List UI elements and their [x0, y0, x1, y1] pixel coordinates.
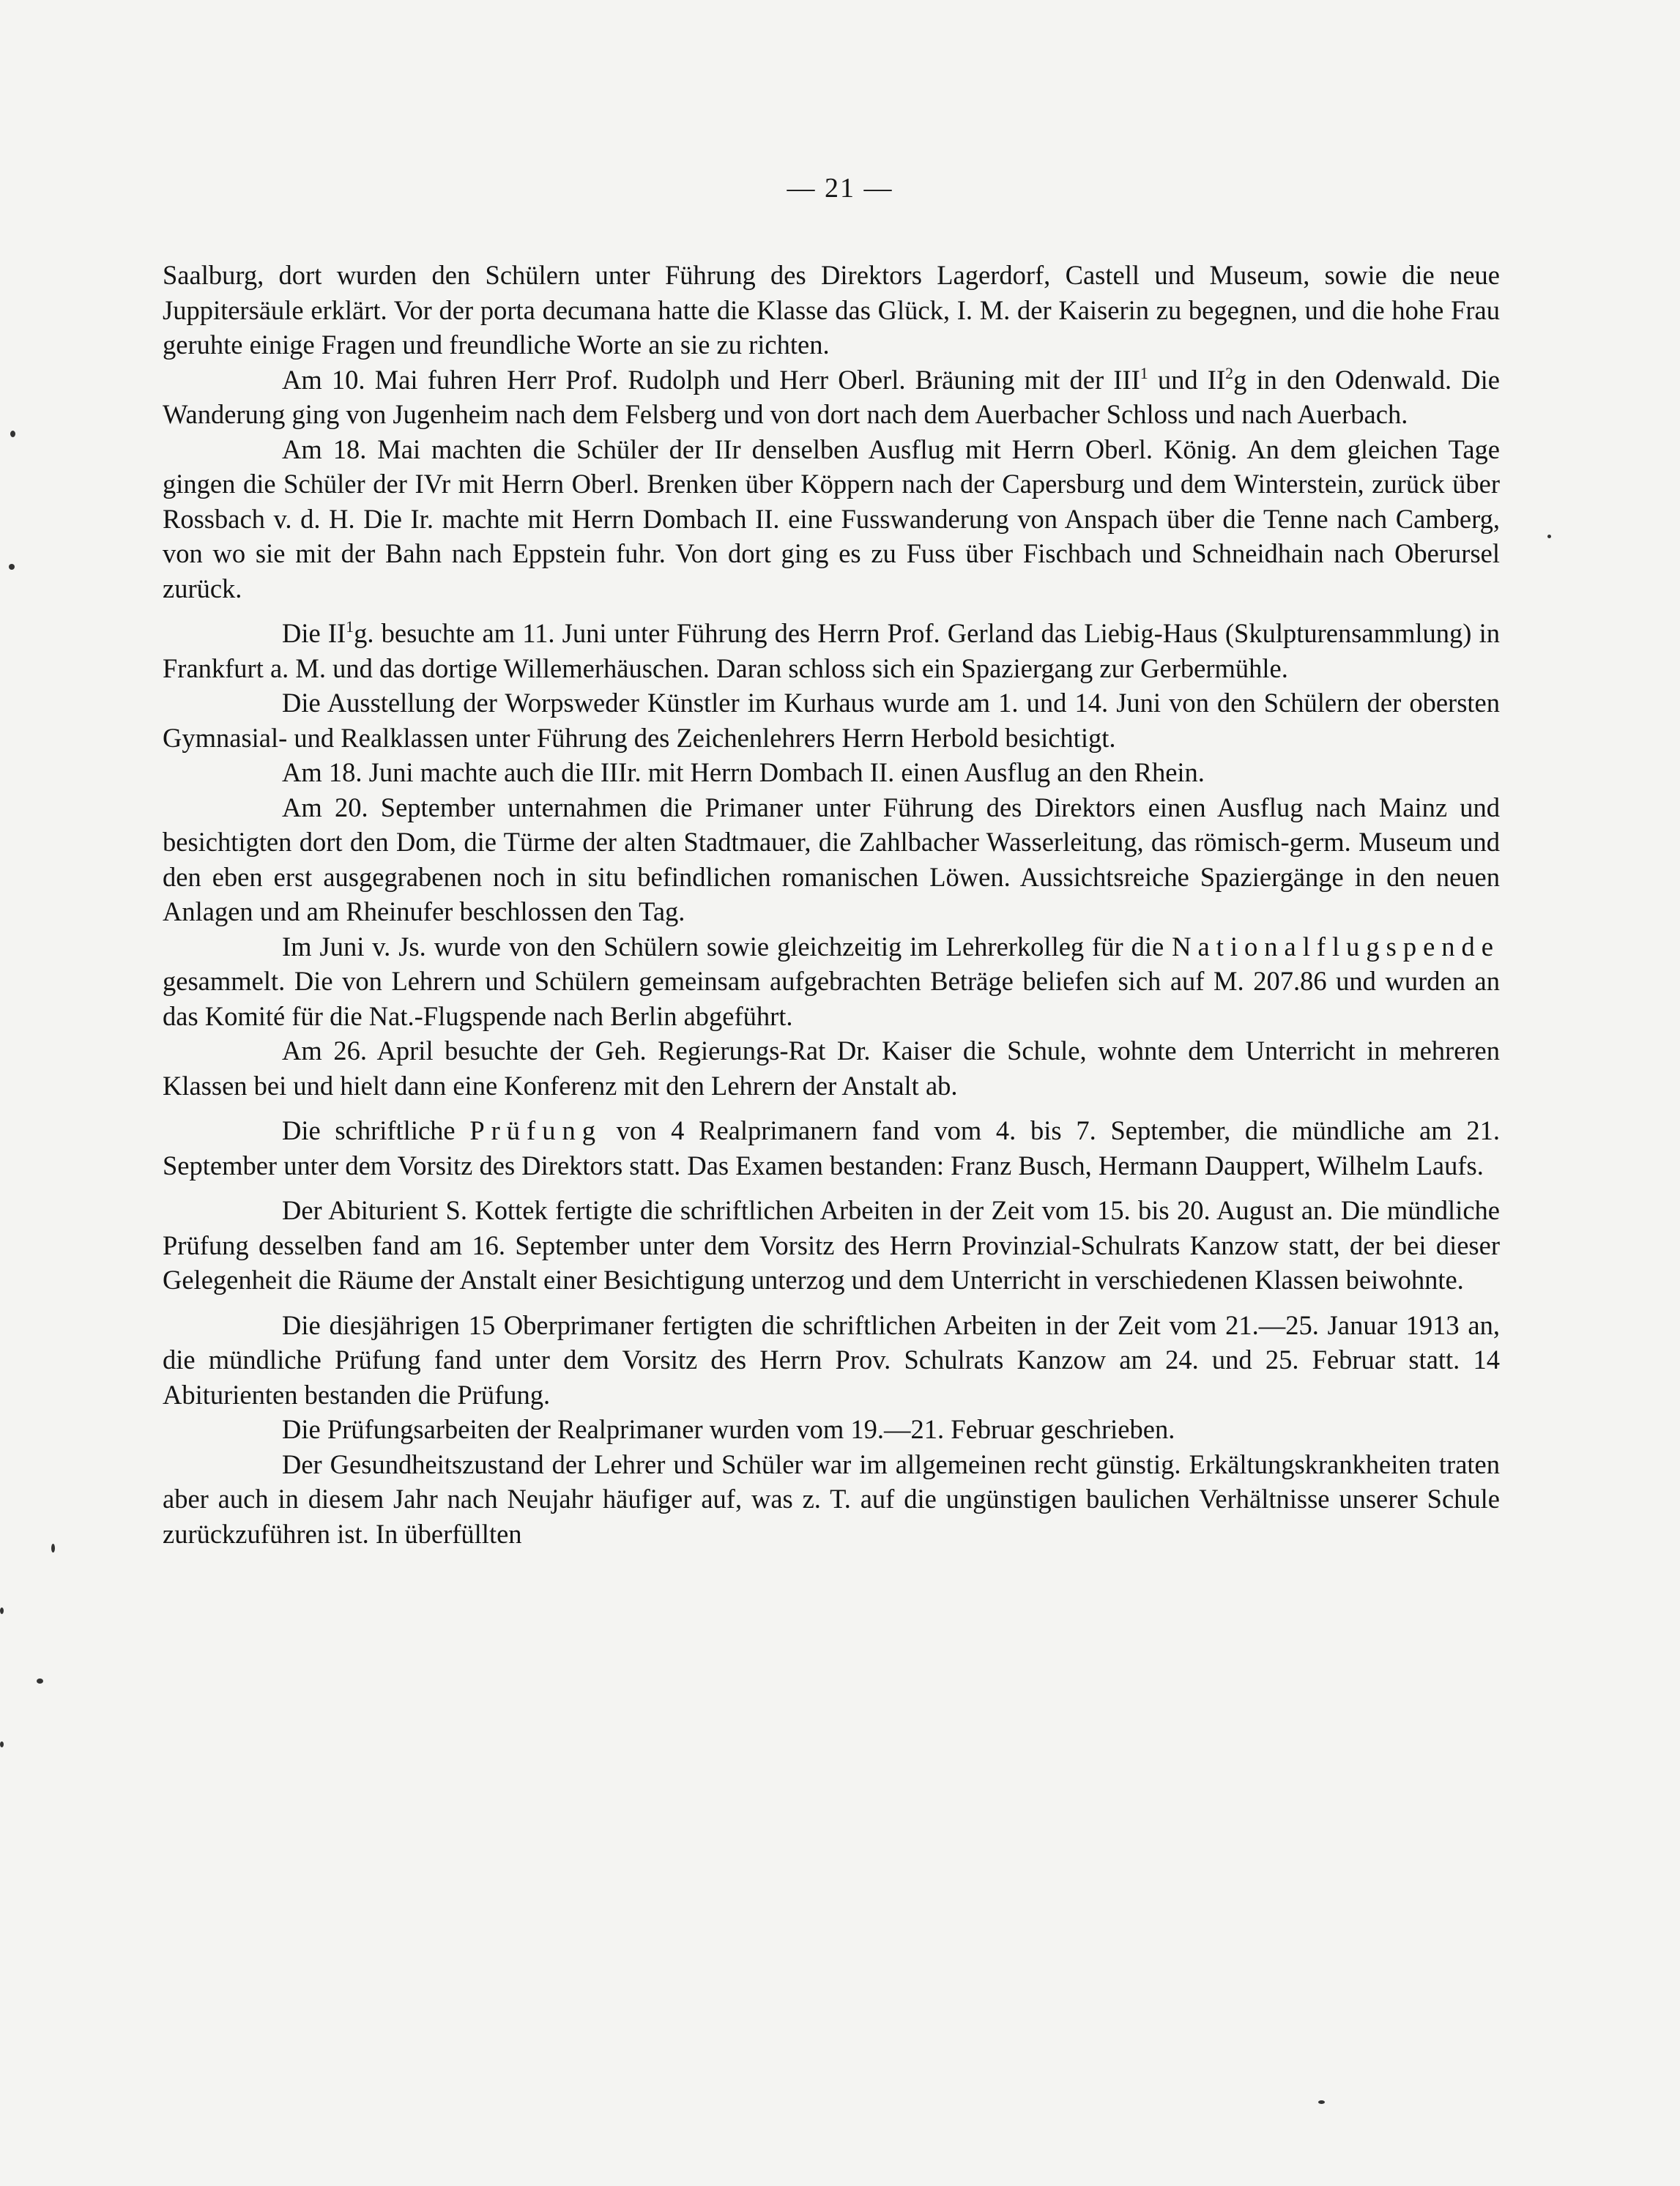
paragraph-rhein: Am 18. Juni machte auch die IIIr. mit Herrn Dombach II. einen Ausflug an den Rhein.	[282, 757, 1205, 787]
page-number: — 21 —	[787, 173, 893, 204]
paragraph-oberprimaner: Die diesjährigen 15 Oberprimaner fertigten die schriftlichen Arbeiten in der Zeit vom 21.—25. Januar 1913 an, die mündliche Prüfung fand unter dem Vorsitz des Herrn Prov. Schulrats Kanzow am 24. und 25. Februar statt. 14 Abiturienten bestanden die Prüfung.	[163, 1309, 1500, 1410]
body-text	[163, 258, 1500, 1551]
paragraph-gesundheit: Der Gesundheitszustand der Lehrer und Schüler war im allgemeinen recht günstig. Erkältungskrankheiten traten aber auch in diesem Jahr nach Neujahr häufiger auf, was z. T. auf die ungünstigen baulichen Verhältnisse unserer Schule zurückzuführen ist. In überfüllten	[163, 1449, 1500, 1549]
paragraph-text: von 4 Realprimanern fand vom 4. bis 7. September, die mündliche am 21. September unter dem Vorsitz des Direktors statt. Das Examen bestanden: Franz Busch, Hermann Dauppert, Wilhelm Laufs.	[163, 1115, 1500, 1181]
scan-speck	[0, 1607, 4, 1614]
paragraph-visit: Am 26. April besuchte der Geh. Regierungs-Rat Dr. Kaiser die Schule, wohnte dem Unterricht in mehreren Klassen bei und hielt dann eine Konferenz mit den Lehrern der Anstalt ab.	[163, 1036, 1500, 1101]
superscript: 2	[1225, 363, 1234, 382]
paragraph-text: Am 10. Mai fuhren Herr Prof. Rudolph und Herr Oberl. Bräuning mit der III	[282, 364, 1140, 395]
paragraph-text: gesammelt. Die von Lehrern und Schülern gemeinsam aufgebrachten Beträge beliefen sich auf M. 207.86 und wurden an das Komité für die Nat.-Flugspende nach Berlin abgeführt.	[163, 966, 1500, 1031]
spaced-term: Nationalflugspende	[1172, 931, 1500, 962]
paragraph-text: Im Juni v. Js. wurde von den Schülern sowie gleichzeitig im Lehrerkolleg für die	[282, 931, 1172, 962]
paragraph-liebig-haus	[163, 616, 1500, 685]
scan-speck	[51, 1544, 55, 1553]
paragraph-kottek: Der Abiturient S. Kottek fertigte die schriftlichen Arbeiten in der Zeit vom 15. bis 20. August an. Die mündliche Prüfung desselben fand am 16. September unter dem Vorsitz des Herrn Provinzial-Schulrats Kanzow statt, der bei dieser Gelegenheit die Räume der Anstalt einer Besichtigung unterzog und dem Unterricht in verschiedenen Klassen beiwohnte.	[163, 1195, 1500, 1295]
paragraph-pruefung	[163, 1113, 1500, 1183]
paragraph-text: Die II	[282, 618, 346, 648]
scan-speck	[1318, 2100, 1325, 2104]
scan-speck	[9, 564, 15, 570]
paragraph-text: Die schriftliche	[282, 1115, 470, 1145]
paragraph-mainz: Am 20. September unternahmen die Primaner unter Führung des Direktors einen Ausflug nach Mainz und besichtigten dort den Dom, die Türme der alten Stadtmauer, die Zahlbacher Wasserleitung, das römisch-germ. Museum und den eben erst ausgegrabenen noch in situ befindlichen romanischen Löwen. Aussichtsreiche Spaziergänge in den neuen Anlagen und am Rheinufer beschlossen den Tag.	[163, 792, 1500, 926]
superscript: 1	[346, 617, 354, 636]
paragraph-saalburg: Saalburg, dort wurden den Schülern unter Führung des Direktors Lagerdorf, Castell und Museum, sowie die neue Juppitersäule erklärt. Vor der porta decumana hatte die Klasse das Glück, I. M. der Kaiserin zu begegnen, und die hohe Frau geruhte einige Fragen und freundliche Worte an sie zu richten.	[163, 260, 1500, 360]
superscript: 1	[1140, 363, 1148, 382]
spaced-term: Prüfung	[469, 1115, 602, 1145]
paragraph-worpswede: Die Ausstellung der Worpsweder Künstler im Kurhaus wurde am 1. und 14. Juni von den Schülern der obersten Gymnasial- und Realklassen unter Führung des Zeichenlehrers Herrn Herbold besichtigt.	[163, 688, 1500, 753]
paragraph-text: g. besuchte am 11. Juni unter Führung des Herrn Prof. Gerland das Liebig-Haus (Skulpturensammlung) in Frankfurt a. M. und das dortige Willemerhäuschen. Daran schloss sich ein Spaziergang zur Gerbermühle.	[163, 618, 1500, 683]
paragraph-realprimaner: Die Prüfungsarbeiten der Realprimaner wurden vom 19.—21. Februar geschrieben.	[282, 1414, 1175, 1444]
paragraph-flugspende	[163, 929, 1500, 1034]
scan-speck	[37, 1678, 43, 1684]
paragraph-odenwald	[163, 363, 1500, 432]
scan-speck	[10, 431, 15, 437]
scan-speck	[1547, 535, 1551, 538]
paragraph-text: und II	[1148, 364, 1226, 395]
paragraph-text: g in den Odenwald. Die Wanderung ging von Jugenheim nach dem Felsberg und von dort nach dem Auerbacher Schloss und nach Auerbach.	[163, 364, 1500, 429]
scan-speck	[0, 1741, 4, 1747]
paragraph-excursions: Am 18. Mai machten die Schüler der IIr denselben Ausflug mit Herrn Oberl. König. An dem gleichen Tage gingen die Schüler der IVr mit Herrn Oberl. Brenken über Köppern nach der Capersburg und dem Winterstein, zurück über Rossbach v. d. H. Die Ir. machte mit Herrn Dombach II. eine Fusswanderung von Anspach über die Tenne nach Camberg, von wo sie mit der Bahn nach Eppstein fuhr. Von dort ging es zu Fuss über Fischbach und Schneidhain nach Oberursel zurück.	[163, 434, 1500, 603]
